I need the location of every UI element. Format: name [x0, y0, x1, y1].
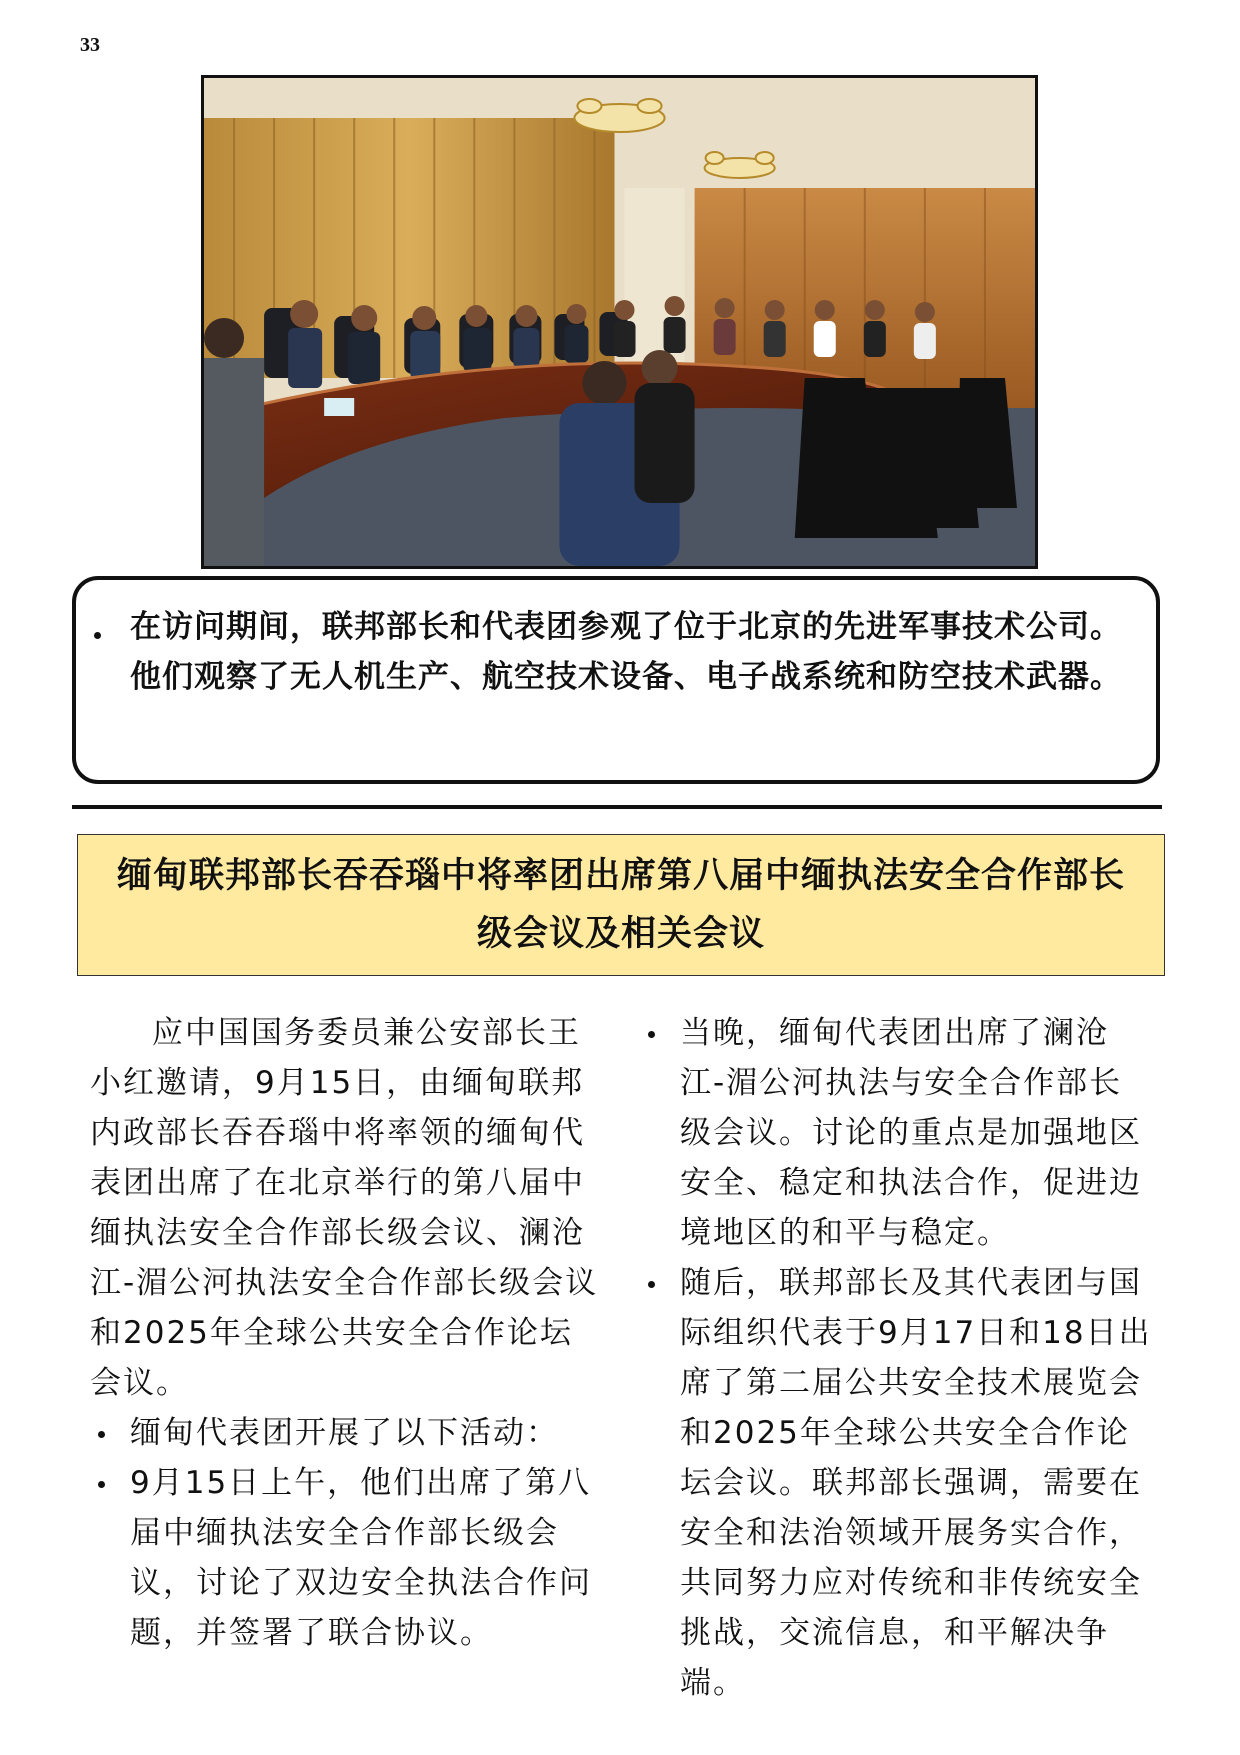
bullet-dot [98, 1481, 105, 1488]
right-column [640, 1008, 1155, 1708]
callout-box [72, 576, 1160, 784]
list-item [640, 1258, 1155, 1708]
section-divider [72, 805, 1162, 809]
article-headline: 缅甸联邦部长吞吞瑙中将率团出席第八届中缅执法安全合作部长级会议及相关会议 [116, 856, 1125, 954]
meeting-photo [201, 75, 1038, 569]
list-item-text: 当晚，缅甸代表团出席了澜沧江-湄公河执法与安全合作部长级会议。讨论的重点是加强地区安全、稳定和执法合作，促进边境地区的和平与稳定。 [680, 1015, 1142, 1251]
bullet-dot [98, 1431, 105, 1438]
callout-text: 在访问期间，联邦部长和代表团参观了位于北京的先进军事技术公司。他们观察了无人机生产、航空技术设备、电子战系统和防空技术武器。 [130, 609, 1122, 695]
list-item-text: 缅甸代表团开展了以下活动： [130, 1415, 559, 1451]
bullet-dot [94, 632, 101, 639]
bullet-dot [648, 1281, 655, 1288]
list-item-text: 9月15日上午，他们出席了第八届中缅执法安全合作部长级会议，讨论了双边安全执法合作问题，并签署了联合协议。 [130, 1465, 592, 1651]
meeting-photo-icon [204, 78, 1035, 566]
left-column [90, 1008, 600, 1658]
list-item [640, 1008, 1155, 1258]
list-item [90, 1458, 600, 1658]
list-item-text: 随后，联邦部长及其代表团与国际组织代表于9月17日和18日出席了第二届公共安全技术展览会和2025年全球公共安全合作论坛会议。联邦部长强调，需要在安全和法治领域开展务实合作，共同努力应对传统和非传统安全挑战，交流信息，和平解决争端。 [680, 1265, 1152, 1701]
bullet-dot [648, 1031, 655, 1038]
intro-paragraph: 应中国国务委员兼公安部长王小红邀请，9月15日，由缅甸联邦内政部长吞吞瑙中将率领的缅甸代表团出席了在北京举行的第八届中缅执法安全合作部长级会议、澜沧江-湄公河执法安全合作部长级会议和2025年全球公共安全合作论坛会议。 [90, 1015, 599, 1401]
page-number: 33 [80, 34, 100, 56]
headline-box [77, 834, 1165, 976]
list-item [90, 1408, 600, 1458]
